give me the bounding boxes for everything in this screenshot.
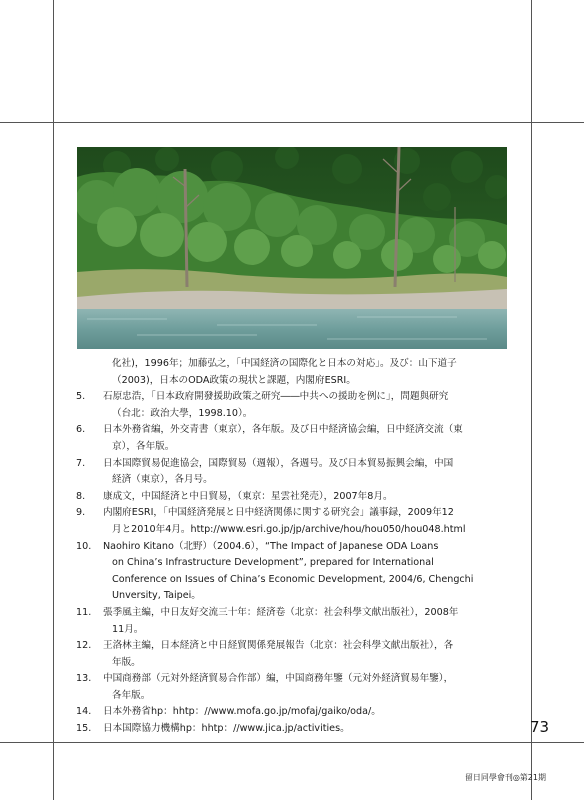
reference-number: 15. (76, 723, 92, 735)
reference-number: 10. (76, 540, 92, 552)
reference-text: 月と2010年4月。http://www.esri.go.jp/jp/archive/hou/hou050/hou048.html (112, 523, 466, 535)
reference-item-continuation (76, 373, 510, 390)
reference-text: 張季風主編，中日友好交流三十年：経済卷（北京：社会科學文献出版社），2008年 (103, 606, 459, 618)
reference-item-continuation (76, 472, 510, 489)
reference-text: 内閣府ESRI，「中国経済発展と日中経済関係に関する研究会」議事録，2009年12 (103, 507, 454, 519)
reference-item-continuation (76, 588, 510, 605)
reference-text: 王洛林主編，日本経済と中日経貿関係発展報告（北京：社会科學文献出版社），各 (103, 640, 454, 652)
crop-line-top (0, 122, 584, 123)
reference-item-continuation (76, 522, 510, 539)
reference-item (76, 356, 510, 373)
reference-text: 日本国際協力機構hp：hhtp：//www.jica.jp/activities。 (103, 723, 350, 735)
reference-text: 中国商務部（元対外経済貿易合作部）編，中国商務年鑒（元対外経済貿易年鑒）， (103, 673, 454, 685)
reference-text: 京），各年版。 (112, 440, 175, 452)
reference-number: 9. (76, 507, 86, 519)
reference-text: 康成文，中国経済と中日貿易，（東京：星雲社発売），2007年8月。 (103, 490, 393, 502)
reference-item (76, 605, 510, 622)
reference-text: Unversity, Taipei。 (112, 590, 201, 602)
reference-item (76, 671, 510, 688)
reference-item-continuation (76, 572, 510, 589)
reference-number: 7. (76, 457, 86, 469)
reference-number: 11. (76, 606, 92, 618)
reference-text: Naohiro Kitano（北野）（2004.6），“The Impact of Japanese ODA Loans (103, 540, 439, 552)
reference-text: 年版。 (112, 656, 141, 668)
landscape-photo (77, 147, 507, 349)
reference-item (76, 704, 510, 721)
reference-number: 6. (76, 424, 86, 436)
landscape-photo-svg (77, 147, 507, 349)
reference-list (76, 356, 510, 738)
page-number: 73 (530, 718, 550, 736)
reference-item (76, 422, 510, 439)
reference-text: 経済（東京），各月号。 (112, 474, 213, 486)
reference-number: 5. (76, 391, 86, 403)
reference-text: on China’s Infrastructure Development”, prepared for International (112, 557, 434, 569)
reference-text: Conference on Issues of China’s Economic Development, 2004/6, Chengchi (112, 573, 474, 585)
reference-item-continuation (76, 688, 510, 705)
reference-number: 8. (76, 490, 86, 502)
reference-number: 14. (76, 706, 92, 718)
reference-text: （台北：政治大學，1998.10）。 (112, 407, 253, 419)
reference-item-continuation (76, 555, 510, 572)
reference-text: 日本外務省編，外交青書（東京），各年版。及び日中経済協会編，日中経済交流（東 (103, 424, 463, 436)
reference-text: （2003)，日本のODA政策の現状と課題，内閣府ESRI。 (112, 374, 356, 386)
reference-item (76, 638, 510, 655)
reference-text: 石原忠浩，「日本政府開發援助政策之研究――中共への援助を例に」，問題與研究 (103, 391, 449, 403)
reference-number: 12. (76, 640, 92, 652)
reference-text: 各年版。 (112, 689, 151, 701)
reference-item-continuation (76, 439, 510, 456)
journal-footer: 留日同學會刊◎第21期 (464, 773, 546, 782)
reference-text: 日本外務省hp：hhtp：//www.mofa.go.jp/mofaj/gaiko/oda/。 (103, 706, 381, 718)
reference-item (76, 489, 510, 506)
reference-item (76, 721, 510, 738)
reference-item (76, 389, 510, 406)
reference-item-continuation (76, 655, 510, 672)
reference-number: 13. (76, 673, 92, 685)
reference-item (76, 539, 510, 556)
reference-text: 11月。 (112, 623, 144, 635)
reference-item (76, 456, 510, 473)
reference-item (76, 505, 510, 522)
reference-text: 日本国際貿易促進協会，国際貿易（週報），各週号。及び日本貿易振興会編，中国 (103, 457, 454, 469)
reference-item-continuation (76, 622, 510, 639)
reference-text: 化社)，1996年；加藤弘之，「中国経済の国際化と日本の対応」。及び：山下道子 (112, 358, 457, 369)
reference-item-continuation (76, 406, 510, 423)
crop-line-bottom (0, 742, 584, 743)
crop-line-left (53, 0, 54, 800)
crop-line-right (531, 0, 532, 800)
